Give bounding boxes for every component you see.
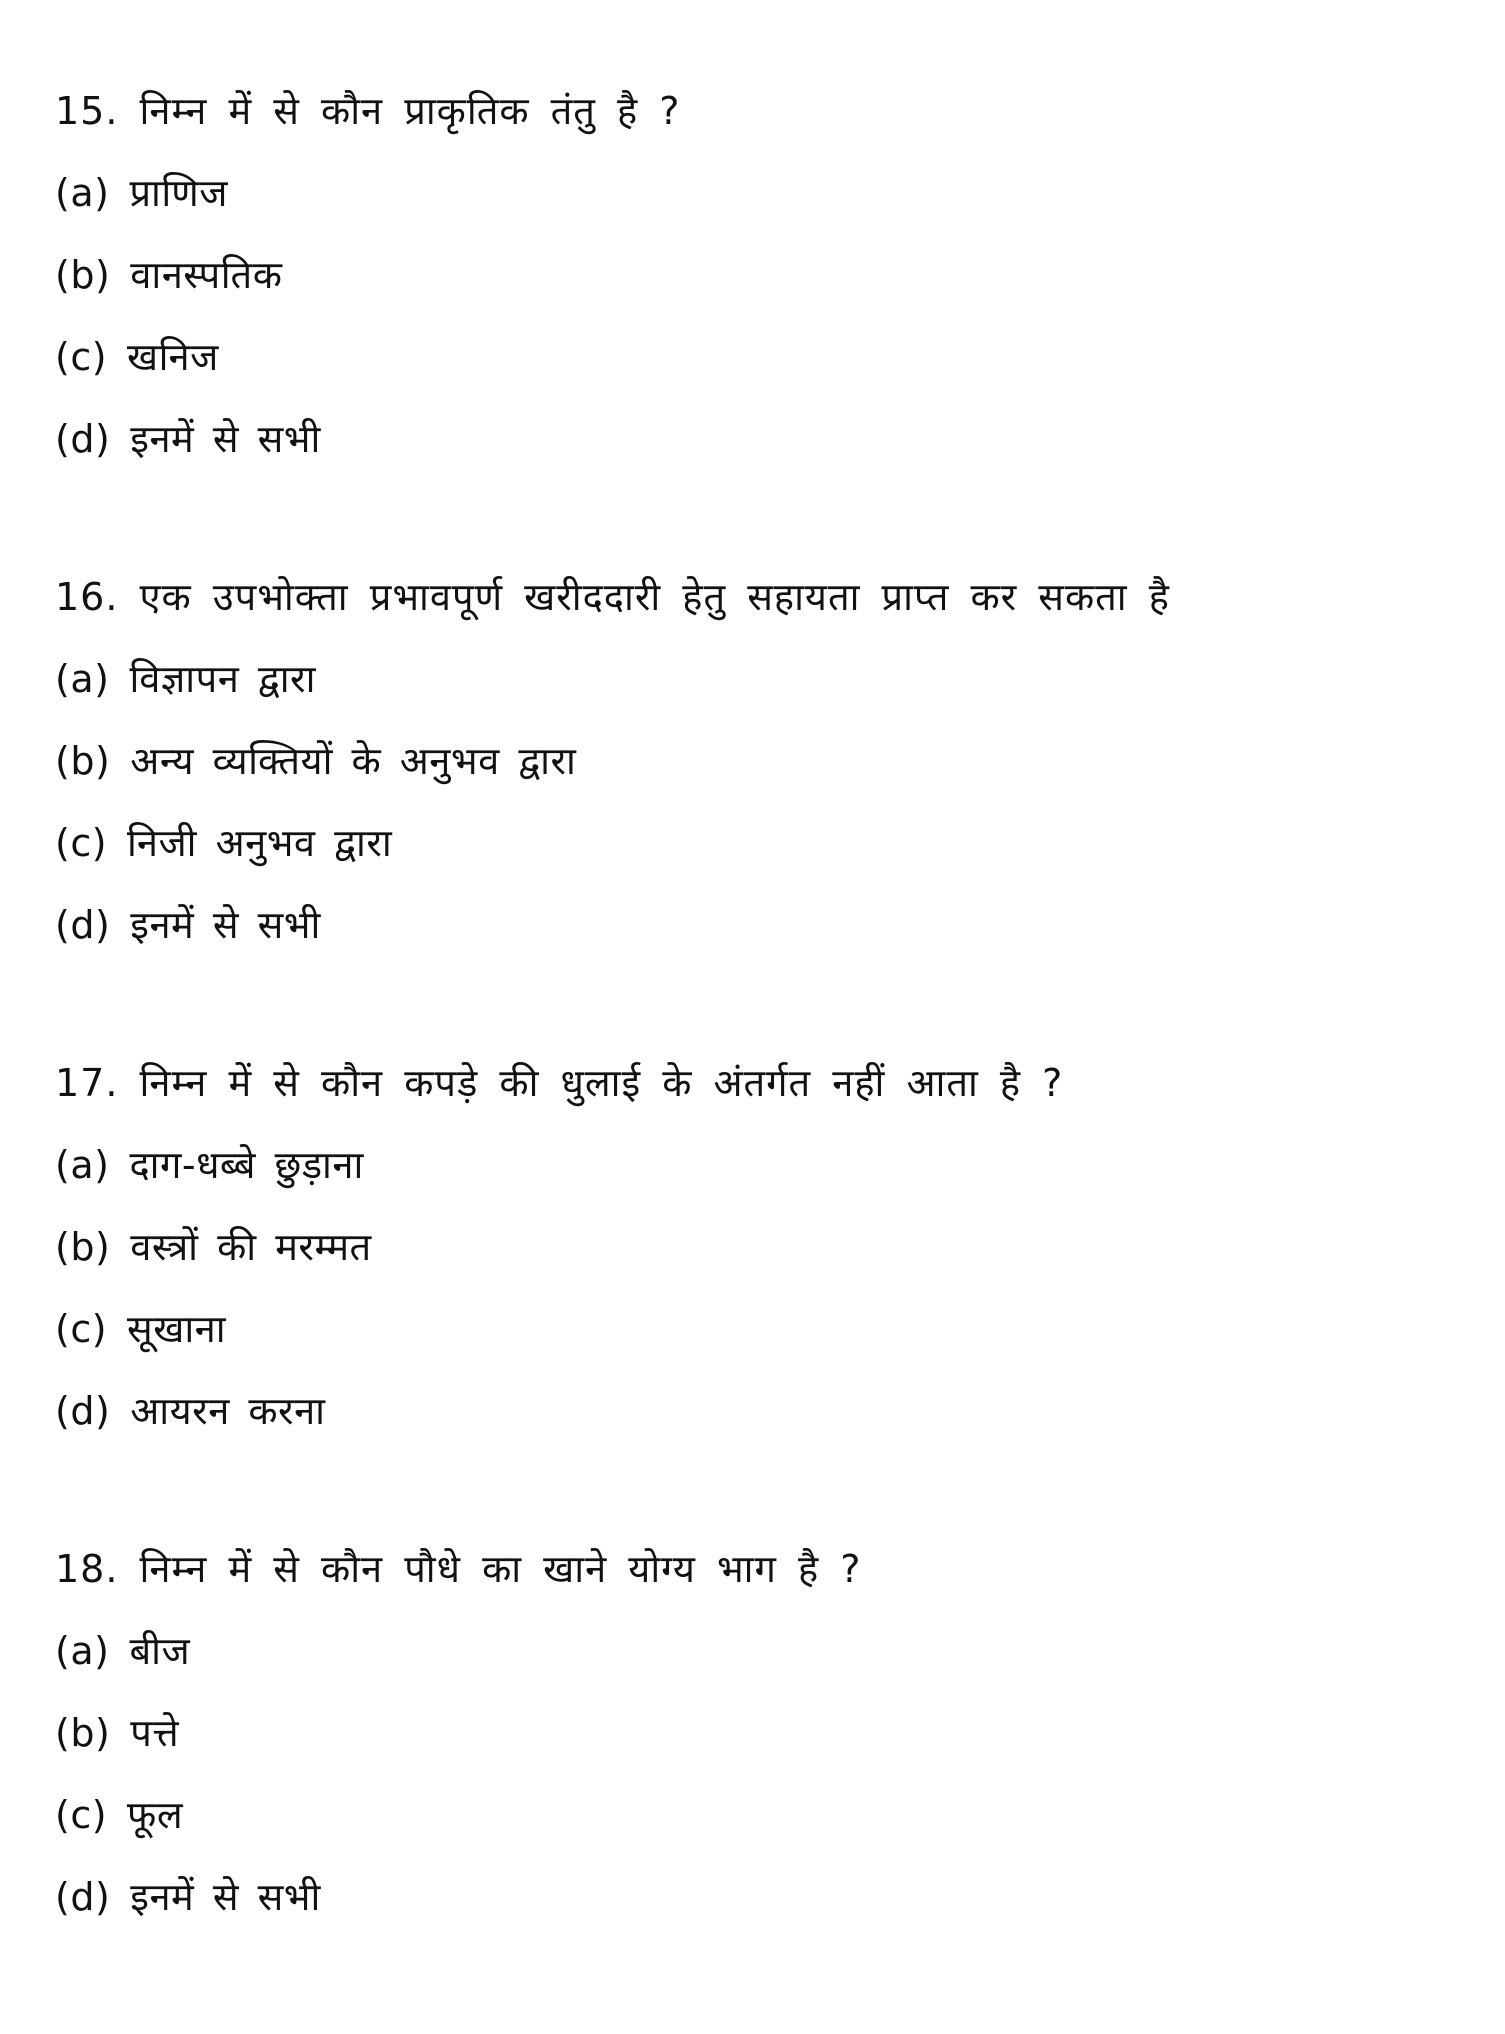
option-d — [55, 884, 1455, 966]
option-d — [55, 1370, 1455, 1452]
question-17 — [55, 1042, 1455, 1452]
option-c — [55, 1288, 1455, 1370]
question-body: निम्न में से कौन कपड़े की धुलाई के अंतर्गत नहीं आता है ? — [139, 1061, 1064, 1105]
option-label: (d) — [55, 1389, 111, 1433]
question-number: 18. — [55, 1547, 119, 1591]
option-label: (b) — [55, 1711, 111, 1755]
option-label: (a) — [55, 1143, 110, 1187]
option-text: वानस्पतिक — [130, 253, 283, 297]
option-a — [55, 1610, 1455, 1692]
option-label: (c) — [55, 821, 108, 865]
question-text — [55, 1042, 1455, 1124]
question-number: 15. — [55, 89, 119, 133]
option-label: (d) — [55, 903, 111, 947]
option-text: प्राणिज — [129, 171, 228, 215]
question-16 — [55, 556, 1455, 966]
option-text: विज्ञापन द्वारा — [129, 657, 316, 701]
option-c — [55, 316, 1455, 398]
option-text: दाग-धब्बे छुड़ाना — [129, 1143, 364, 1187]
option-a — [55, 1124, 1455, 1206]
option-label: (d) — [55, 1875, 111, 1919]
question-number: 16. — [55, 575, 119, 619]
question-15 — [55, 70, 1455, 480]
option-c — [55, 1774, 1455, 1856]
question-body: निम्न में से कौन प्राकृतिक तंतु है ? — [139, 89, 681, 133]
option-label: (b) — [55, 253, 111, 297]
question-body: एक उपभोक्ता प्रभावपूर्ण खरीददारी हेतु सहायता प्राप्त कर सकता है — [139, 575, 1170, 619]
option-label: (c) — [55, 335, 108, 379]
option-d — [55, 1856, 1455, 1938]
option-text: फूल — [127, 1793, 184, 1837]
option-text: पत्ते — [130, 1711, 180, 1755]
option-label: (d) — [55, 417, 111, 461]
question-text — [55, 556, 1455, 638]
option-a — [55, 152, 1455, 234]
option-label: (a) — [55, 171, 110, 215]
option-text: निजी अनुभव द्वारा — [127, 821, 393, 865]
option-text: खनिज — [127, 335, 219, 379]
option-text: अन्य व्यक्तियों के अनुभव द्वारा — [130, 739, 577, 783]
question-text — [55, 1528, 1455, 1610]
question-page — [55, 70, 1455, 2014]
option-b — [55, 1692, 1455, 1774]
option-text: इनमें से सभी — [130, 1875, 321, 1919]
option-c — [55, 802, 1455, 884]
question-body: निम्न में से कौन पौधे का खाने योग्य भाग है ? — [139, 1547, 862, 1591]
option-text: इनमें से सभी — [130, 417, 321, 461]
option-label: (a) — [55, 657, 110, 701]
option-text: आयरन करना — [130, 1389, 326, 1433]
option-label: (c) — [55, 1307, 108, 1351]
option-label: (b) — [55, 739, 111, 783]
option-text: वस्त्रों की मरम्मत — [130, 1225, 372, 1269]
option-d — [55, 398, 1455, 480]
option-label: (b) — [55, 1225, 111, 1269]
question-18 — [55, 1528, 1455, 1938]
option-text: सूखाना — [127, 1307, 227, 1351]
option-a — [55, 638, 1455, 720]
question-number: 17. — [55, 1061, 119, 1105]
option-text: इनमें से सभी — [130, 903, 321, 947]
option-text: बीज — [129, 1629, 191, 1673]
option-b — [55, 720, 1455, 802]
option-b — [55, 234, 1455, 316]
option-label: (c) — [55, 1793, 108, 1837]
question-text — [55, 70, 1455, 152]
option-label: (a) — [55, 1629, 110, 1673]
option-b — [55, 1206, 1455, 1288]
